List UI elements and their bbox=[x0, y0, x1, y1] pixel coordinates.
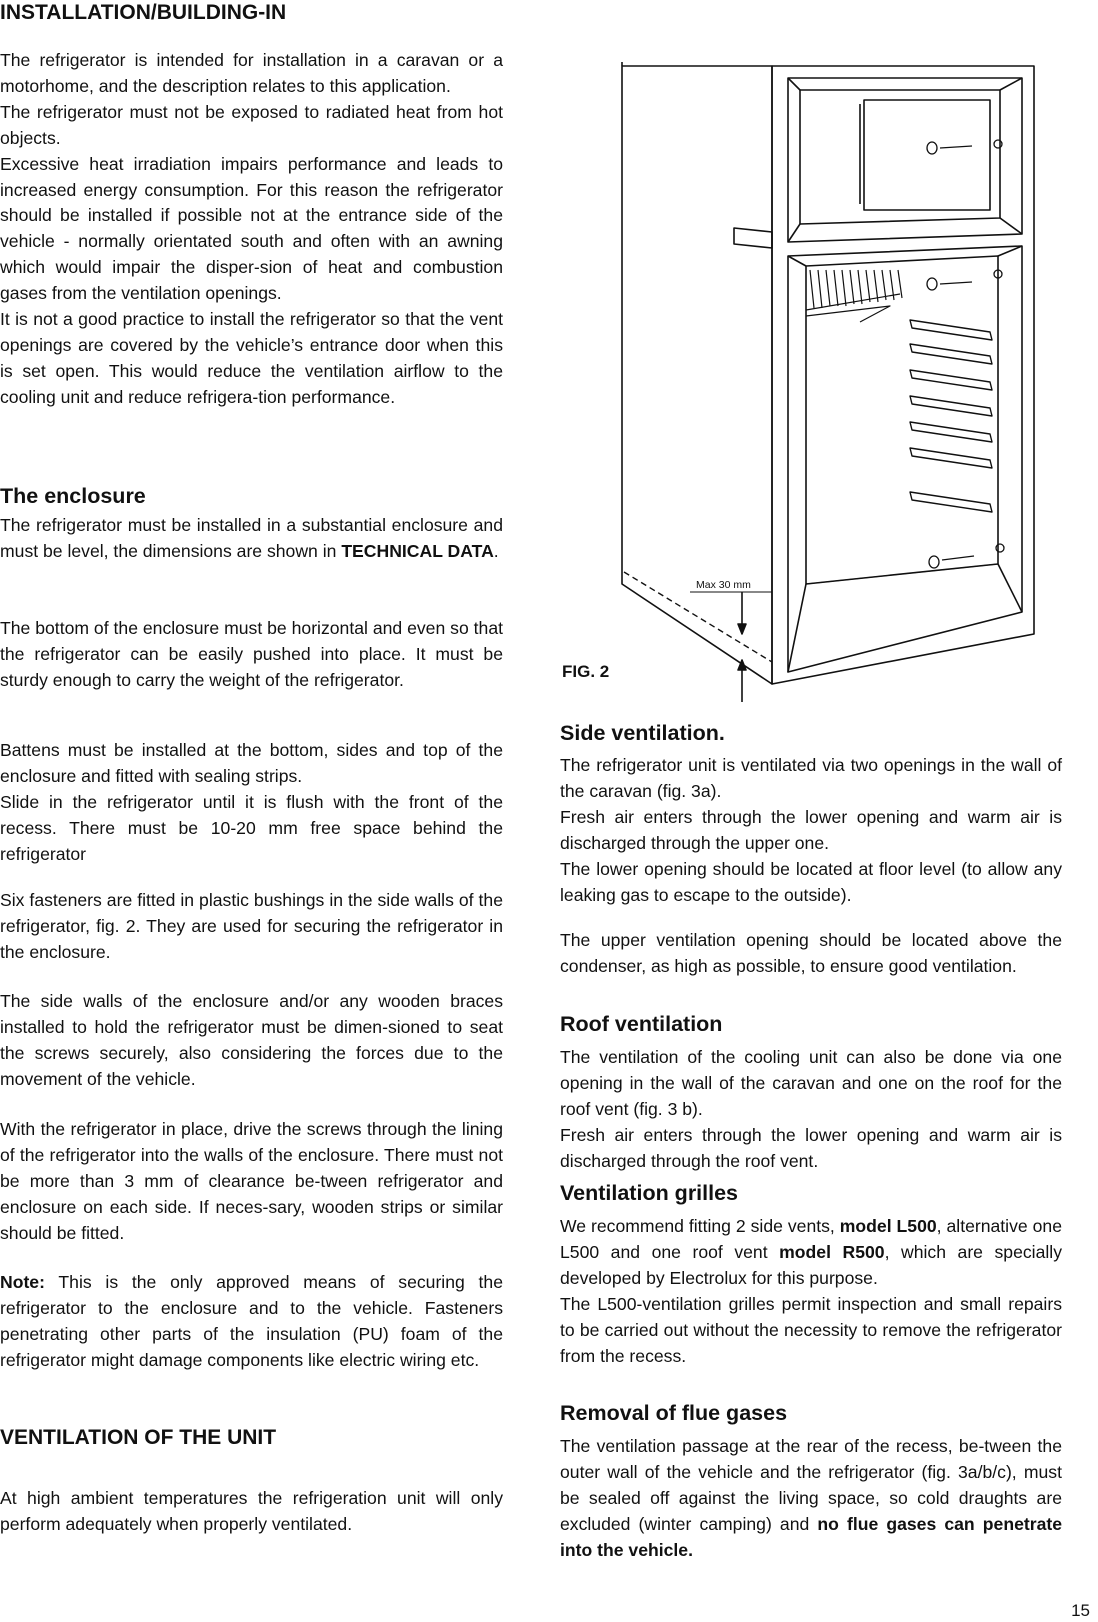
enclosure-p2: The bottom of the enclosure must be horizontal and even so that the refrigerator can be easily pushed into place. It must be sturdy enough to carry the weight of the refrigerator. bbox=[0, 618, 503, 690]
freezer-compartment bbox=[788, 78, 1022, 242]
flue-p1-a: The ventilation passage at the rear of the recess, be-tween the outer wall of the vehicle and the refrigerator (fig. 3a/b/c), must be sealed off against the living space, so cold draughts are excluded (winter camping) and bbox=[560, 1436, 1062, 1534]
note-text: This is the only approved means of securing the refrigerator to the enclosure and to the vehicle. Fasteners penetrating other parts of the insulation (PU) foam of the refrigerator might damage components like electric wiring etc. bbox=[0, 1272, 503, 1370]
enclosure-p5: The side walls of the enclosure and/or any wooden braces installed to hold the refrigerator must be dimen-sioned to seat the screws securely, also considering the forces due to the movement of the vehicle. bbox=[0, 991, 503, 1089]
enclosure-p1-end: . bbox=[493, 540, 499, 561]
side-p2: Fresh air enters through the lower opening and warm air is discharged through the upper one. bbox=[560, 806, 1062, 853]
figure-label: FIG. 2 bbox=[562, 662, 610, 681]
enclosure-paragraph-5 bbox=[0, 989, 503, 1093]
dimension-label: Max 30 mm bbox=[696, 579, 751, 591]
enclosure-paragraph-2 bbox=[0, 616, 503, 694]
evaporator-fins bbox=[806, 270, 902, 322]
intro-paragraph-3: Excessive heat irradiation impairs performance and leads to increased energy consumption. For this reason the refrigerator should be installed if possible not at the entrance side of the vehicle - normally orientated south and often with an awning which would impair the disper-sion of heat and combustion gases from the ventilation openings. bbox=[0, 153, 503, 304]
enclosure-paragraph-4 bbox=[0, 888, 503, 966]
flue-p1-b: no flue gases can penetrate into the vehicle. bbox=[560, 1513, 1062, 1560]
enclosure-p6: With the refrigerator in place, drive the screws through the lining of the refrigerator into the walls of the enclosure. There must not be more than 3 mm of clearance be-tween refrigerator and enclosure on each side. If neces-sary, wooden strips or similar should be fitted. bbox=[0, 1119, 503, 1243]
roof-p2: Fresh air enters through the lower opening and warm air is discharged through the roof vent. bbox=[560, 1124, 1062, 1171]
cabinet-side-panel bbox=[622, 66, 772, 684]
ventilation-p1: At high ambient temperatures the refrigeration unit will only perform adequately when properly ventilated. bbox=[0, 1488, 503, 1534]
grilles-p1-c: , alternative one L500 and one roof vent bbox=[560, 1216, 1062, 1262]
note-label: Note: bbox=[0, 1272, 45, 1292]
side-ventilation-text bbox=[560, 753, 1062, 908]
page-number: 15 bbox=[1071, 1601, 1090, 1620]
section-title-installation: INSTALLATION/BUILDING-IN bbox=[0, 1, 287, 24]
heading-ventilation-grilles: Ventilation grilles bbox=[560, 1181, 739, 1205]
shelf-rails bbox=[910, 320, 992, 512]
technical-data-ref: TECHNICAL DATA bbox=[341, 540, 494, 561]
enclosure-note bbox=[0, 1270, 503, 1374]
model-r500: model R500 bbox=[779, 1241, 885, 1262]
model-l500: model L500 bbox=[839, 1216, 937, 1236]
grilles-p1-a: We recommend fitting 2 side vents, bbox=[560, 1216, 840, 1236]
intro-paragraph-4: It is not a good practice to install the refrigerator so that the vent openings are covered by the vehicle’s entrance door when this is set open. This would reduce the ventilation airflow to the cooling unit and reduce refrigera-tion performance. bbox=[0, 309, 503, 407]
heading-side-ventilation: Side ventilation. bbox=[560, 721, 725, 745]
enclosure-paragraph-6 bbox=[0, 1117, 503, 1247]
heading-enclosure: The enclosure bbox=[0, 484, 146, 508]
enclosure-p3b: Slide in the refrigerator until it is flush with the front of the recess. There must be 10-20 mm free space behind the refrigerator bbox=[0, 791, 503, 864]
enclosure-p3a: Battens must be installed at the bottom, sides and top of the enclosure and fitted with sealing strips. bbox=[0, 740, 503, 786]
figure-refrigerator-drawing bbox=[560, 44, 1080, 704]
intro-paragraph-2: The refrigerator must not be exposed to radiated heat from hot objects. bbox=[0, 101, 503, 148]
flue-gases-text bbox=[560, 1434, 1062, 1564]
roof-ventilation-text bbox=[560, 1045, 1062, 1175]
intro-paragraph-1: The refrigerator is intended for installation in a caravan or a motorhome, and the description relates to this application. bbox=[0, 50, 503, 96]
ventilation-paragraph-1 bbox=[0, 1486, 503, 1538]
heading-removal-flue-gases: Removal of flue gases bbox=[560, 1401, 788, 1425]
section-title-ventilation: VENTILATION OF THE UNIT bbox=[0, 1426, 277, 1449]
enclosure-paragraph-3 bbox=[0, 738, 503, 868]
grilles-p2: The L500-ventilation grilles permit inspection and small repairs to be carried out without the necessity to remove the refrigerator from the recess. bbox=[560, 1293, 1062, 1366]
roof-p1: The ventilation of the cooling unit can also be done via one opening in the wall of the caravan and one on the roof for the roof vent (fig. 3 b). bbox=[560, 1047, 1062, 1119]
side-ventilation-text-2 bbox=[560, 928, 1062, 980]
enclosure-p4: Six fasteners are fitted in plastic bushings in the side walls of the refrigerator, fig. 2. They are used for securing the refrigerator in the enclosure. bbox=[0, 890, 503, 962]
heading-roof-ventilation: Roof ventilation bbox=[560, 1012, 723, 1036]
grilles-p1-e: , which are specially developed by Electrolux for this purpose. bbox=[560, 1241, 1062, 1288]
side-p1: The refrigerator unit is ventilated via two openings in the wall of the caravan (fig. 3a). bbox=[560, 755, 1062, 801]
cabinet-front-frame bbox=[772, 66, 1034, 684]
side-p4: The upper ventilation opening should be located above the condenser, as high as possible, to ensure good ventilation. bbox=[560, 930, 1062, 976]
enclosure-paragraph-1 bbox=[0, 513, 503, 565]
grilles-text bbox=[560, 1214, 1062, 1369]
enclosure-p1-text: The refrigerator must be installed in a substantial enclosure and must be level, the dimensions are shown in bbox=[0, 515, 503, 561]
side-p3: The lower opening should be located at floor level (to allow any leaking gas to escape to the outside). bbox=[560, 858, 1062, 905]
intro-text bbox=[0, 48, 503, 411]
